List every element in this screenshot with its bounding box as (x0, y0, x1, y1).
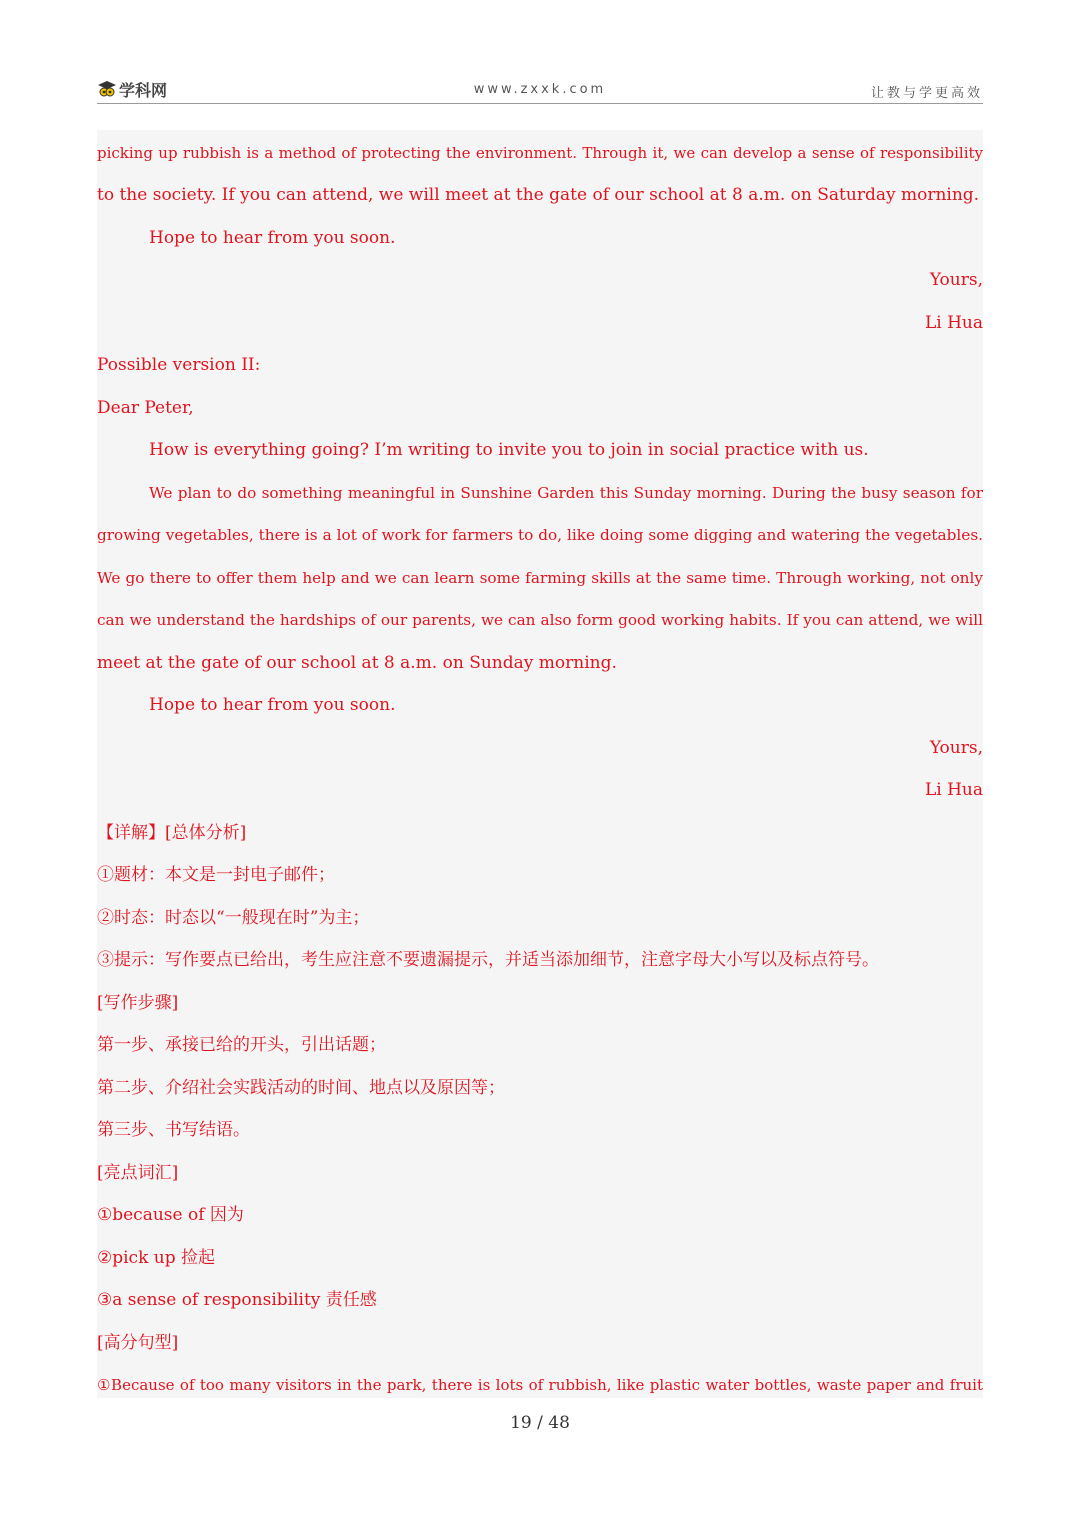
text-line: Hope to hear from you soon. (149, 695, 396, 715)
section-heading: [亮点词汇] (97, 1163, 179, 1183)
section-heading: Possible version II: (97, 355, 261, 375)
letter-signature: Li Hua (924, 313, 983, 333)
letter-closing: Yours, (929, 738, 983, 758)
text-line: growing vegetables, there is a lot of work for farmers to do, like doing some digging and watering the vegetables. (97, 526, 983, 544)
text-line: meet at the gate of our school at 8 a.m. on Sunday morning. (97, 653, 617, 673)
vocab-item: ①because of 因为 (97, 1205, 244, 1225)
vocab-item: ②pick up 捡起 (97, 1248, 216, 1268)
step-item: 第三步、书写结语。 (97, 1120, 250, 1140)
text-line: to the society. If you can attend, we will meet at the gate of our school at 8 a.m. on Saturday morning. (97, 185, 980, 205)
text-line: can we understand the hardships of our parents, we can also form good working habits. If you can attend, we will (97, 611, 983, 629)
text-line: We go there to offer them help and we can learn some farming skills at the same time. Through working, not only (97, 569, 983, 587)
logo-text: 学科网 (119, 80, 168, 100)
text-line: How is everything going? I’m writing to invite you to join in social practice with us. (149, 440, 869, 460)
text-line: Hope to hear from you soon. (149, 228, 396, 248)
vocab-item: ③a sense of responsibility 责任感 (97, 1290, 377, 1310)
step-item: 第一步、承接已给的开头，引出话题； (97, 1035, 386, 1055)
page-header (97, 76, 983, 104)
analysis-heading: 【详解】[总体分析] (97, 823, 247, 843)
letter-salutation: Dear Peter, (97, 398, 194, 418)
letter-signature: Li Hua (924, 780, 983, 800)
header-slogan: 让教与学更高效 (870, 86, 983, 101)
sentence-item: ①Because of too many visitors in the park, there is lots of rubbish, like plastic water bottles, waste paper and fruit (97, 1376, 983, 1394)
document-body (97, 130, 983, 1398)
site-url: www.zxxk.com (473, 82, 607, 97)
text-line: picking up rubbish is a method of protecting the environment. Through it, we can develop a sense of responsibility (97, 144, 983, 162)
letter-closing: Yours, (929, 270, 983, 290)
text-line: We plan to do something meaningful in Sunshine Garden this Sunday morning. During the busy season for (149, 484, 983, 502)
analysis-item: ①题材：本文是一封电子邮件； (97, 865, 335, 885)
step-item: 第二步、介绍社会实践活动的时间、地点以及原因等； (97, 1078, 505, 1098)
analysis-item: ②时态：时态以“一般现在时”为主； (97, 908, 370, 928)
page-number: 19 / 48 (510, 1413, 570, 1433)
analysis-item: ③提示：写作要点已给出，考生应注意不要遗漏提示，并适当添加细节，注意字母大小写以及标点符号。 (97, 950, 879, 970)
section-heading: [高分句型] (97, 1333, 179, 1353)
section-heading: [写作步骤] (97, 993, 179, 1013)
